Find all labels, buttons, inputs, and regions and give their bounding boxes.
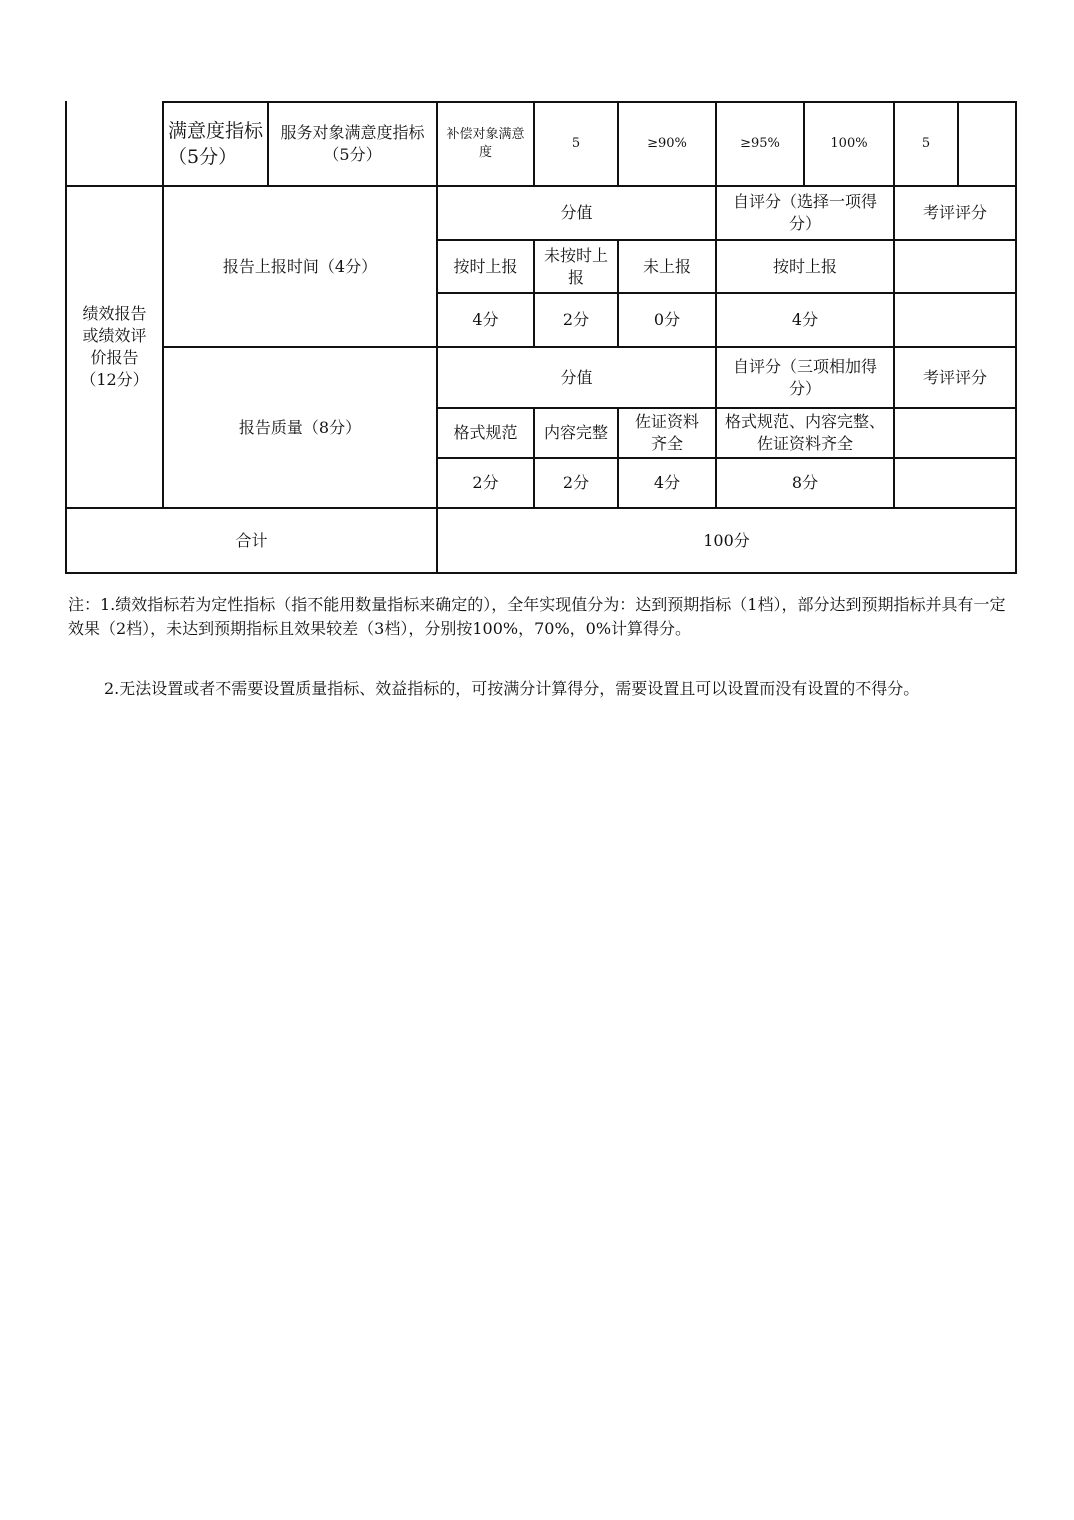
weight-cell: 5 bbox=[571, 136, 581, 151]
level3-indicator-cell: 服务对象满意度指标（5分） bbox=[280, 123, 425, 164]
quality-points-content: 2分 bbox=[562, 473, 590, 492]
timeliness-points-none: 0分 bbox=[653, 310, 681, 329]
timeliness-score-header: 分值 bbox=[560, 203, 593, 222]
total-label: 合计 bbox=[235, 530, 268, 550]
quality-score-header: 分值 bbox=[560, 367, 593, 387]
quality-review-header: 考评评分 bbox=[922, 367, 987, 387]
review-score-cell bbox=[959, 103, 1015, 185]
completion-rate-cell: 100% bbox=[830, 136, 868, 151]
timeliness-self-header: 自评分（选择一项得分） bbox=[733, 192, 878, 233]
timeliness-title: 报告上报时间（4分） bbox=[222, 256, 378, 276]
note-1: 注：1.绩效指标若为定性指标（指不能用数量指标来确定的），全年实现值分为：达到预期指标（1档），部分达到预期指标并具有一定效果（2档），未达到预期指标且效果较差（3档），分别按100%，70%，0%计算得分。 bbox=[68, 595, 1006, 638]
quality-option-evidence: 佐证资料齐全 bbox=[634, 412, 699, 453]
quality-title: 报告质量（8分） bbox=[238, 417, 362, 437]
self-score-cell: 5 bbox=[921, 136, 931, 151]
timeliness-option-none: 未上报 bbox=[642, 256, 691, 276]
level2-indicator-cell: 满意度指标（5分） bbox=[168, 120, 264, 168]
quality-points-format: 2分 bbox=[472, 473, 499, 492]
timeliness-option-ontime: 按时上报 bbox=[453, 256, 518, 276]
report-section-label: 绩效报告或绩效评价报告（12分） bbox=[80, 304, 149, 389]
timeliness-self-points: 4分 bbox=[791, 310, 819, 329]
actual-value-cell: ≥95% bbox=[740, 136, 780, 151]
total-value: 100分 bbox=[703, 530, 750, 550]
note-2: 2.无法设置或者不需要设置质量指标、效益指标的，可按满分计算得分，需要设置且可以设置而没有设置的不得分。 bbox=[104, 679, 920, 698]
quality-option-content: 内容完整 bbox=[543, 423, 608, 442]
quality-self-option: 格式规范、内容完整、佐证资料齐全 bbox=[724, 412, 885, 453]
indicator-name-cell: 补偿对象满意度 bbox=[446, 127, 525, 160]
quality-self-header: 自评分（三项相加得分） bbox=[732, 356, 877, 398]
timeliness-points-late: 2分 bbox=[562, 310, 590, 329]
timeliness-points-ontime: 4分 bbox=[472, 310, 499, 329]
quality-self-points: 8分 bbox=[791, 473, 819, 492]
quality-points-evidence: 4分 bbox=[653, 473, 681, 492]
timeliness-self-option: 按时上报 bbox=[772, 256, 837, 276]
target-value-cell: ≥90% bbox=[647, 136, 687, 151]
timeliness-review-header: 考评评分 bbox=[922, 203, 987, 222]
timeliness-option-late: 未按时上报 bbox=[543, 245, 608, 287]
quality-option-format: 格式规范 bbox=[453, 423, 518, 442]
